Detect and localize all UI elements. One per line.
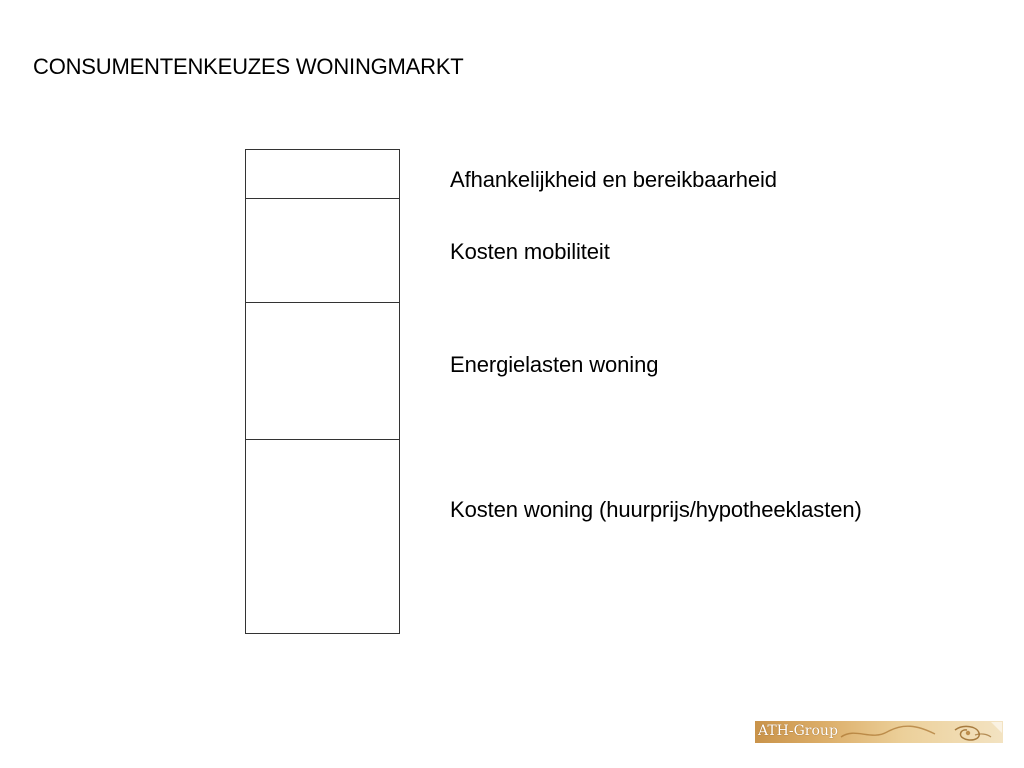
slide-title: CONSUMENTENKEUZES WONINGMARKT xyxy=(33,54,464,79)
segment-label-housing: Kosten woning (huurprijs/hypotheeklasten) xyxy=(450,497,862,522)
stack-segment-housing xyxy=(246,440,399,633)
logo-swirl-icon xyxy=(835,721,1003,743)
segment-label-accessibility: Afhankelijkheid en bereikbaarheid xyxy=(450,167,777,192)
stack-segment-accessibility xyxy=(246,150,399,199)
logo-text: ATH-Group xyxy=(758,723,838,739)
stack-segment-mobility xyxy=(246,199,399,303)
stack-segment-energy xyxy=(246,303,399,440)
segment-label-mobility: Kosten mobiliteit xyxy=(450,239,610,264)
segment-label-energy: Energielasten woning xyxy=(450,352,659,377)
ath-group-logo xyxy=(755,721,1003,743)
cost-stack-diagram xyxy=(245,149,400,634)
